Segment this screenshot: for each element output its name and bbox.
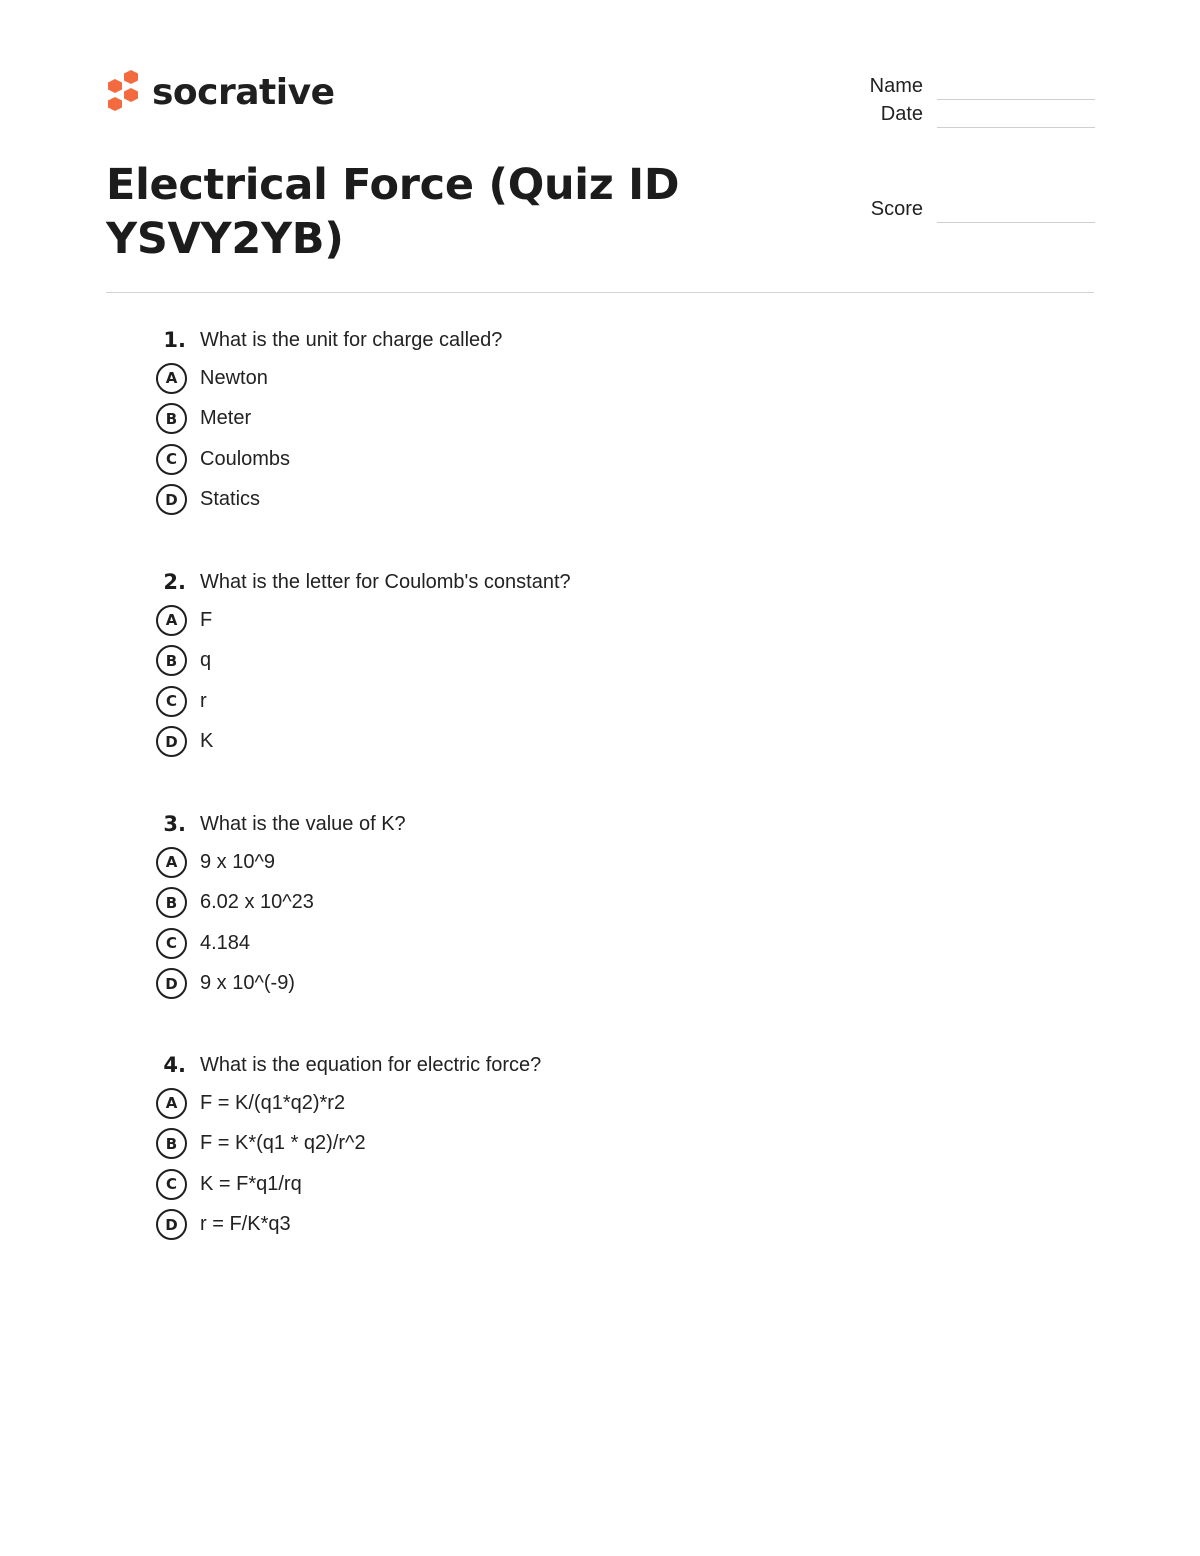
score-line [937, 222, 1095, 223]
option-b[interactable] [156, 641, 1056, 682]
option-letter-circle: A [156, 1088, 187, 1119]
quiz-title: Electrical Force (Quiz ID YSVY2YB) [106, 160, 680, 264]
option-letter-circle: C [156, 928, 187, 959]
question-number: 2. [163, 570, 186, 594]
option-a[interactable] [156, 1083, 1056, 1124]
option-text: Newton [200, 366, 268, 389]
option-letter-circle: D [156, 1209, 187, 1240]
option-letter-circle: B [156, 403, 187, 434]
question-3 [156, 806, 1056, 1004]
question-number: 1. [163, 328, 186, 352]
option-a[interactable] [156, 600, 1056, 641]
option-text: Meter [200, 407, 252, 430]
option-text: 4.184 [200, 931, 251, 954]
option-d[interactable] [156, 480, 1056, 521]
option-letter-circle: B [156, 887, 187, 918]
option-b[interactable] [156, 883, 1056, 924]
option-text: K = F*q1/rq [200, 1172, 302, 1195]
option-letter-circle: D [156, 968, 187, 999]
option-text: q [200, 649, 212, 672]
question-header [156, 806, 1056, 842]
header-divider [106, 292, 1094, 293]
option-b[interactable] [156, 399, 1056, 440]
option-b[interactable] [156, 1124, 1056, 1165]
option-d[interactable] [156, 1205, 1056, 1246]
name-label: Name [869, 75, 923, 97]
option-text: K [200, 730, 214, 753]
socrative-logo [104, 68, 334, 118]
option-letter-circle: A [156, 847, 187, 878]
question-text: What is the equation for electric force? [200, 1053, 542, 1076]
option-d[interactable] [156, 722, 1056, 763]
question-number: 3. [163, 812, 186, 836]
option-text: Coulombs [200, 447, 291, 470]
option-c[interactable] [156, 439, 1056, 480]
score-label: Score [870, 198, 923, 220]
option-text: r [200, 689, 207, 712]
option-c[interactable] [156, 1164, 1056, 1205]
option-text: r = F/K*q3 [200, 1213, 291, 1236]
date-line [937, 127, 1095, 128]
question-header [156, 1047, 1056, 1083]
option-letter-circle: A [156, 605, 187, 636]
option-text: 9 x 10^(-9) [200, 972, 295, 995]
option-letter-circle: B [156, 1128, 187, 1159]
name-field[interactable] [860, 72, 1095, 102]
brand-name: socrative [152, 72, 335, 113]
option-letter-circle: A [156, 363, 187, 394]
option-letter-circle: B [156, 645, 187, 676]
hexagon-cluster-icon [104, 69, 142, 117]
question-1 [156, 322, 1056, 520]
score-field[interactable] [860, 195, 1095, 225]
question-number: 4. [163, 1053, 186, 1077]
option-text: F = K/(q1*q2)*r2 [200, 1091, 346, 1114]
option-text: Statics [200, 488, 261, 511]
question-4 [156, 1047, 1056, 1245]
date-field[interactable] [860, 100, 1095, 130]
option-letter-circle: D [156, 484, 187, 515]
option-letter-circle: D [156, 726, 187, 757]
question-header [156, 564, 1056, 600]
option-c[interactable] [156, 923, 1056, 964]
option-text: 6.02 x 10^23 [200, 891, 314, 914]
option-d[interactable] [156, 964, 1056, 1005]
option-a[interactable] [156, 842, 1056, 883]
option-letter-circle: C [156, 686, 187, 717]
option-a[interactable] [156, 358, 1056, 399]
option-text: F [200, 608, 213, 631]
option-letter-circle: C [156, 444, 187, 475]
option-letter-circle: C [156, 1169, 187, 1200]
option-text: F = K*(q1 * q2)/r^2 [200, 1132, 366, 1155]
question-2 [156, 564, 1056, 762]
question-text: What is the value of K? [200, 812, 406, 835]
option-c[interactable] [156, 681, 1056, 722]
question-header [156, 322, 1056, 358]
question-text: What is the unit for charge called? [200, 328, 503, 351]
option-text: 9 x 10^9 [200, 850, 275, 873]
question-text: What is the letter for Coulomb's constant? [200, 570, 571, 593]
date-label: Date [880, 103, 923, 125]
